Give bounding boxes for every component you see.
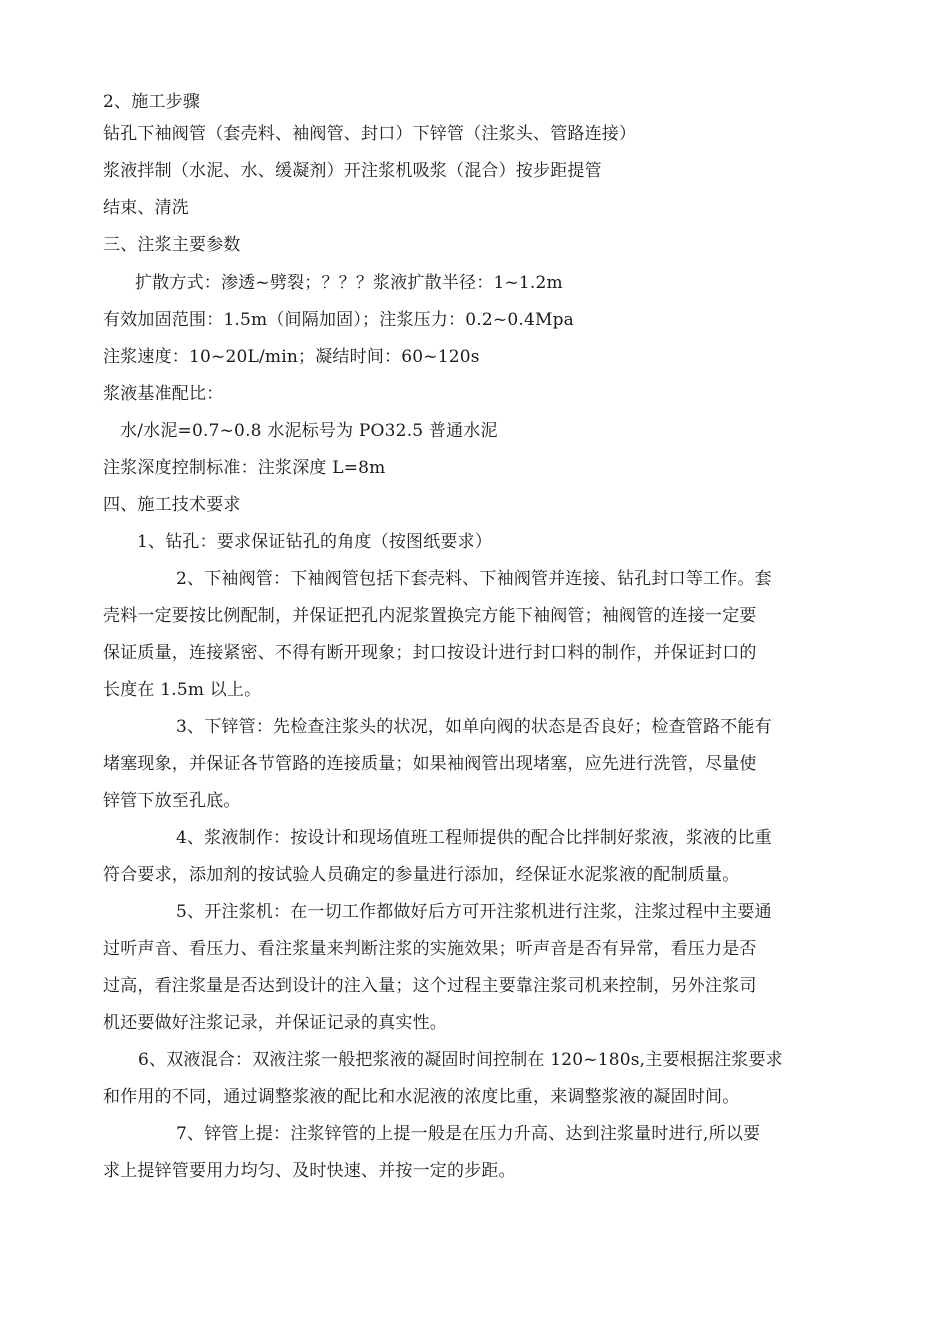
paragraph-line: 符合要求，添加剂的按试验人员确定的参量进行添加，经保证水泥浆液的配制质量。 — [103, 865, 740, 885]
paragraph-line: 5、开注浆机：在一切工作都做好后方可开注浆机进行注浆，注浆过程中主要通 — [176, 902, 772, 922]
paragraph-line: 保证质量，连接紧密、不得有断开现象；封口按设计进行封口料的制作，并保证封口的 — [103, 643, 757, 663]
paragraph-line: 结束、清洗 — [103, 198, 189, 218]
paragraph-line: 过高，看注浆量是否达到设计的注入量；这个过程主要靠注浆司机来控制，另外注浆司 — [103, 976, 757, 996]
paragraph-line: 浆液拌制（水泥、水、缓凝剂）开注浆机吸浆（混合）按步距提管 — [103, 161, 602, 181]
paragraph-line: 求上提锌管要用力均匀、及时快速、并按一定的步距。 — [103, 1161, 516, 1181]
paragraph-line: 过听声音、看压力、看注浆量来判断注浆的实施效果；听声音是否有异常，看压力是否 — [103, 939, 757, 959]
paragraph-line: 注浆速度：10~20L/min；凝结时间：60~120s — [103, 347, 480, 367]
section-heading-technical-requirements: 四、施工技术要求 — [103, 495, 241, 515]
paragraph-line: 1、钻孔：要求保证钻孔的角度（按图纸要求） — [137, 532, 493, 552]
section-heading-grouting-parameters: 三、注浆主要参数 — [103, 235, 241, 255]
paragraph-line: 水/水泥=0.7~0.8 水泥标号为 PO32.5 普通水泥 — [120, 421, 498, 441]
paragraph-line: 长度在 1.5m 以上。 — [103, 680, 262, 700]
paragraph-line: 堵塞现象，并保证各节管路的连接质量；如果袖阀管出现堵塞，应先进行洗管，尽量使 — [103, 754, 757, 774]
section-heading-construction-steps: 2、施工步骤 — [103, 92, 201, 112]
paragraph-line: 3、下锌管：先检查注浆头的状况，如单向阀的状态是否良好；检查管路不能有 — [176, 717, 772, 737]
paragraph-line: 4、浆液制作：按设计和现场值班工程师提供的配合比拌制好浆液，浆液的比重 — [176, 828, 772, 848]
paragraph-line: 浆液基准配比： — [103, 384, 224, 404]
paragraph-line: 壳料一定要按比例配制，并保证把孔内泥浆置换完方能下袖阀管；袖阀管的连接一定要 — [103, 606, 757, 626]
paragraph-line: 2、下袖阀管：下袖阀管包括下套壳料、下袖阀管并连接、钻孔封口等工作。套 — [176, 569, 772, 589]
paragraph-line: 注浆深度控制标准：注浆深度 L=8m — [103, 458, 386, 478]
paragraph-line: 机还要做好注浆记录，并保证记录的真实性。 — [103, 1013, 447, 1033]
paragraph-line: 7、锌管上提：注浆锌管的上提一般是在压力升高、达到注浆量时进行,所以要 — [176, 1124, 761, 1144]
paragraph-line: 锌管下放至孔底。 — [103, 791, 241, 811]
paragraph-line: 扩散方式：渗透~劈裂；？？？浆液扩散半径：1~1.2m — [135, 273, 563, 293]
paragraph-line: 钻孔下袖阀管（套壳料、袖阀管、封口）下锌管（注浆头、管路连接） — [103, 124, 637, 144]
paragraph-line: 有效加固范围：1.5m（间隔加固）；注浆压力：0.2~0.4Mpa — [103, 310, 574, 330]
paragraph-line: 6、双液混合：双液注浆一般把浆液的凝固时间控制在 120~180s,主要根据注浆要求 — [138, 1050, 783, 1070]
paragraph-line: 和作用的不同，通过调整浆液的配比和水泥液的浓度比重，来调整浆液的凝固时间。 — [103, 1087, 740, 1107]
